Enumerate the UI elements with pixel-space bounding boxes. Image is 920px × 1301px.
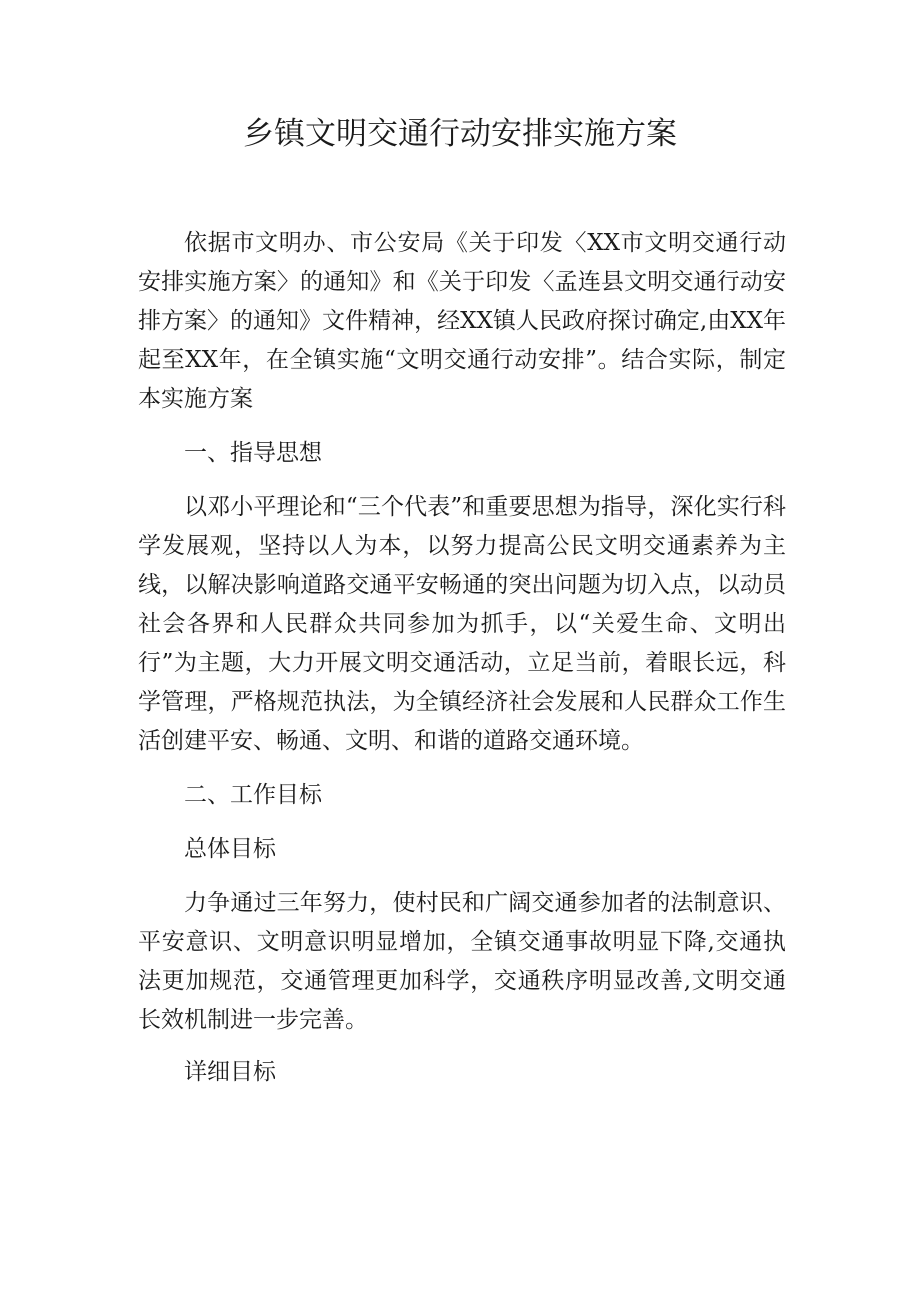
subheading-detailed-goals: 详细目标 xyxy=(184,1059,276,1085)
overall-goal-paragraph: 力争通过三年努力，使村民和广阔交通参加者的法制意识、平安意识、文明意识明显增加，全镇交通事故明显下降,交通执法更加规范，交通管理更加科学，交通秩序明显改善,文明交通长效机制进一步完善。 xyxy=(138,890,786,1033)
section-heading-work-goals: 二、工作目标 xyxy=(184,782,322,808)
guiding-ideology-paragraph: 以邓小平理论和“三个代表”和重要思想为指导，深化实行科学发展观，坚持以人为本，以努力提高公民文明交通素养为主线，以解决影响道路交通平安畅通的突出问题为切入点，以动员社会各界和人民群众共同参加为抓手，以“关爱生命、文明出行”为主题，大力开展文明交通活动，立足当前，着眼长远，科学管理，严格规范执法，为全镇经济社会发展和人民群众工作生活创建平安、畅通、文明、和谐的道路交通环境。 xyxy=(138,494,786,754)
document-title: 乡镇文明交通行动安排实施方案 xyxy=(243,116,677,152)
document-body xyxy=(138,224,786,1092)
subheading-overall-goal: 总体目标 xyxy=(184,836,276,862)
intro-paragraph: 依据市文明办、市公安局《关于印发〈XX市文明交通行动安排实施方案〉的通知》和《关于印发〈孟连县文明交通行动安排方案〉的通知》文件精神，经XX镇人民政府探讨确定,由XX年起至XX年，在全镇实施“文明交通行动安排”。结合实际，制定本实施方案 xyxy=(138,230,786,412)
section-heading-guiding-ideology: 一、指导思想 xyxy=(184,440,322,466)
